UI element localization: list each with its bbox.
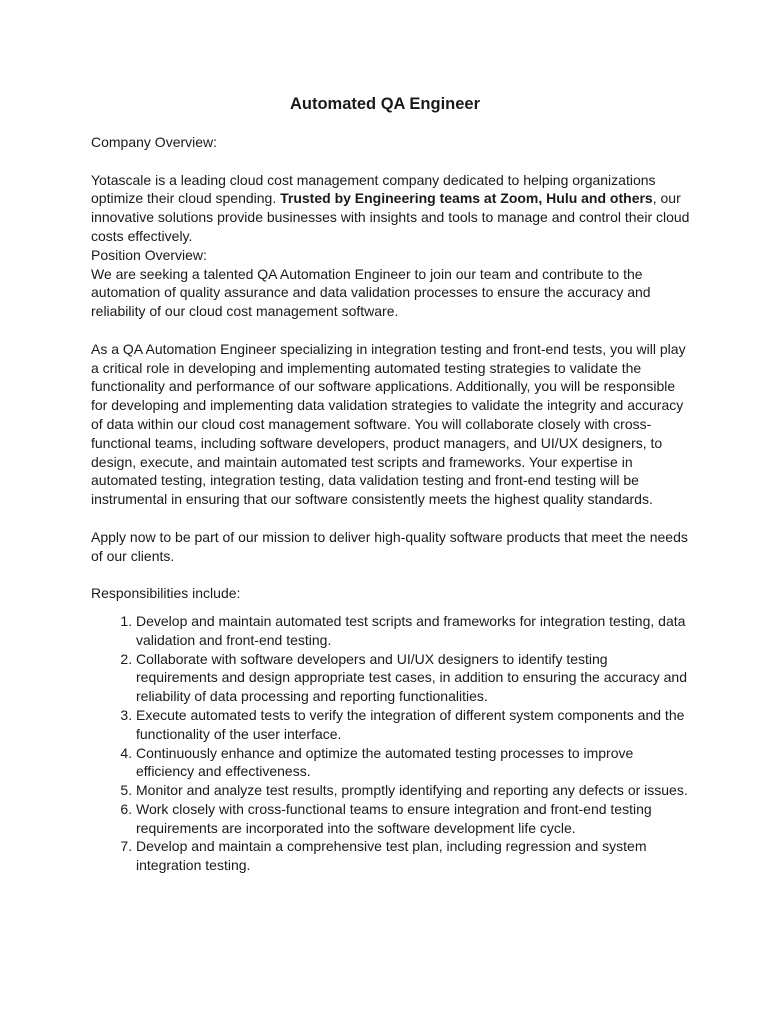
responsibilities-list xyxy=(91,612,691,875)
document-page xyxy=(91,93,691,875)
spacer xyxy=(91,509,691,528)
responsibility-item: 2. Collaborate with software developers and UI/UX designers to identify testing requirements and design appropriate test cases, in addition to ensuring the accuracy and reliability of data processing and reporting functionalities. xyxy=(136,650,691,706)
document-title: Automated QA Engineer xyxy=(289,95,481,113)
company-overview-text: Yotascale is a leading cloud cost management company dedicated to helping organizations optimize their cloud spending. xyxy=(91,171,656,207)
responsibilities-heading: Responsibilities include: xyxy=(91,585,241,602)
position-overview-heading: Position Overview: xyxy=(91,246,207,263)
apply-paragraph: Apply now to be part of our mission to deliver high-quality software products that meet the needs of our clients. xyxy=(91,528,688,564)
company-overview-heading: Company Overview: xyxy=(91,134,218,150)
spacer xyxy=(91,565,691,584)
responsibility-item: 1. Develop and maintain automated test scripts and frameworks for integration testing, data validation and front-end testing. xyxy=(136,612,691,650)
company-overview-text-end: , our innovative solutions provide businesses with insights and tools to manage and control their cloud costs effectively. xyxy=(91,190,690,244)
role-description-paragraph: As a QA Automation Engineer specializing in integration testing and front-end tests, you will play a critical role in developing and implementing automated testing strategies to validate the functionality and performance of our software applications. Additionally, you will be responsible for developing and implementing data validation strategies to validate the integrity and accuracy of data within our cloud cost management software. You will collaborate closely with cross-functional teams, including software developers, product managers, and UI/UX designers, to design, execute, and maintain automated test scripts and frameworks. Your expertise in automated testing, integration testing, data validation testing and front-end testing will be instrumental in ensuring that our software consistently meets the highest quality standards. xyxy=(91,340,686,508)
spacer xyxy=(91,152,691,171)
responsibility-item: 5. Monitor and analyze test results, promptly identifying and reporting any defects or issues. xyxy=(136,781,691,800)
responsibility-item: 6. Work closely with cross-functional teams to ensure integration and front-end testing requirements are incorporated into the software development life cycle. xyxy=(136,800,691,838)
responsibility-item: 7. Develop and maintain a comprehensive test plan, including regression and system integration testing. xyxy=(136,837,691,875)
responsibility-item: 4. Continuously enhance and optimize the automated testing processes to improve efficiency and effectiveness. xyxy=(136,744,691,782)
responsibility-item: 3. Execute automated tests to verify the integration of different system components and the functionality of the user interface. xyxy=(136,706,691,744)
position-overview-paragraph: We are seeking a talented QA Automation Engineer to join our team and contribute to the automation of quality assurance and data validation processes to ensure the accuracy and reliability of our cloud cost management software. xyxy=(91,265,651,320)
company-overview-paragraph xyxy=(91,171,691,246)
company-overview-bold-text: Trusted by Engineering teams at Zoom, Hulu and others xyxy=(280,190,653,207)
spacer xyxy=(91,321,691,340)
